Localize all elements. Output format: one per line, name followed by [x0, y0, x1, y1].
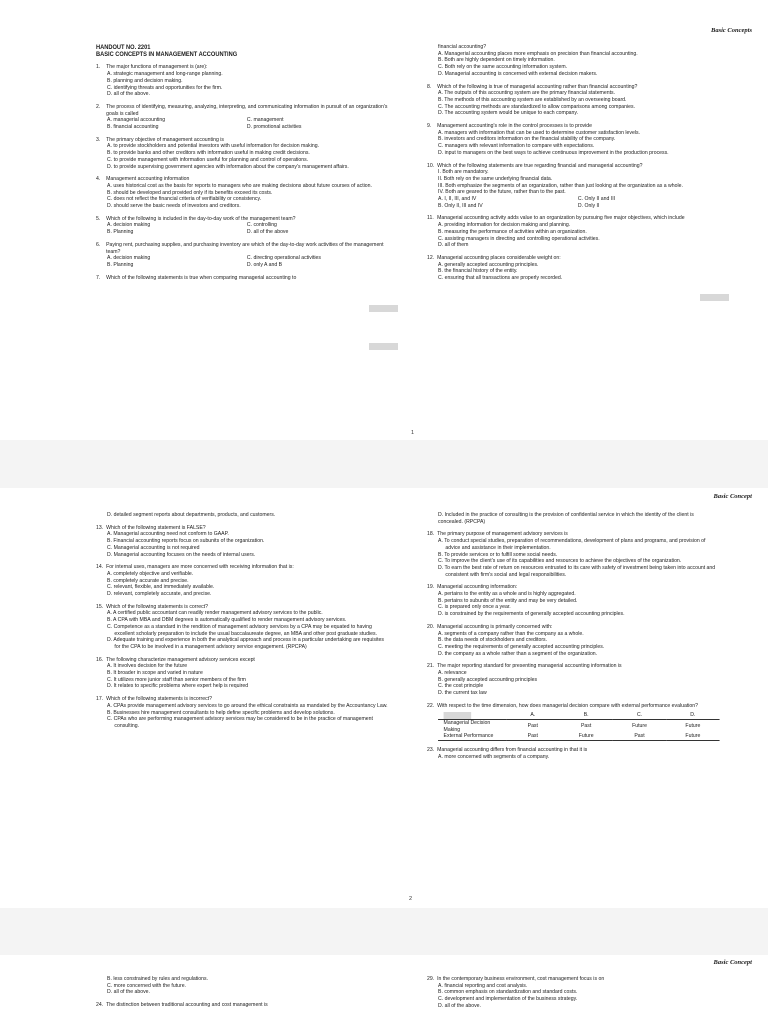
redaction-mark: [444, 712, 472, 719]
answer-option: A. relevance: [438, 670, 467, 677]
question-number: 16.: [96, 656, 104, 663]
question-number: 15.: [96, 603, 104, 610]
running-header: Basic Concept: [713, 493, 752, 500]
question-list: [427, 512, 720, 760]
answer-option-row: [96, 117, 389, 124]
question-list: [96, 64, 389, 281]
answer-option: B. to provide banks and other creditors with information useful in making credit decisions.: [107, 150, 310, 157]
answer-option: B. It broader in scope and varied in nature: [107, 670, 203, 677]
answer-option: A. I, II, III, and IV: [438, 196, 477, 203]
answer-option: D. all of the above: [246, 229, 289, 236]
answer-option: C. To improve the client's use of its capabilities and resources to achieve the objectives of the organization.: [438, 558, 682, 565]
question-stem: [96, 564, 389, 571]
question-item: [427, 976, 720, 1010]
answer-option: C. ensuring that all transactions are properly recorded.: [438, 275, 563, 282]
question-text: Which of the following statements is true when comparing managerial accounting to: [106, 274, 297, 281]
answer-option: B. less constrained by rules and regulations.: [107, 976, 209, 982]
answer-option: C. directing operational activities: [246, 255, 321, 262]
answer-option: C. controlling: [246, 222, 277, 229]
question-number: 22.: [427, 702, 435, 709]
answer-option: C. Both rely on the same accounting information system.: [438, 64, 568, 71]
question-text: Paying rent, purchasing supplies, and purchasing inventory are which of the day-to-day work activities of the management team?: [106, 241, 384, 255]
question-text: Managerial accounting places considerable weight on:: [437, 254, 561, 261]
question-stem: [96, 137, 389, 144]
question-text: The following characterize management advisory services except: [106, 656, 255, 663]
answer-option: B. planning and decision making.: [107, 77, 183, 84]
page-gap: [0, 440, 768, 488]
question-item: [427, 44, 720, 78]
answer-option: D. The accounting system would be unique to each company.: [438, 110, 579, 117]
question-item: [427, 624, 720, 658]
answer-option-row: [96, 255, 389, 262]
question-number: 23.: [427, 746, 435, 753]
question-item: [427, 703, 720, 741]
table-cell: Future: [559, 733, 612, 740]
table-cell: Future: [666, 733, 719, 740]
answer-option: C. management: [246, 117, 284, 124]
question-number: 20.: [427, 623, 435, 630]
question-item: [96, 104, 389, 131]
question-item: [427, 255, 720, 282]
question-item: [96, 564, 389, 598]
answer-option: C. more concerned with the future.: [107, 982, 187, 989]
question-number: 7.: [96, 274, 101, 281]
question-stem: [96, 104, 389, 117]
question-stem: [96, 176, 389, 183]
answer-option: B. common emphasis on standardization and standard costs.: [438, 989, 578, 996]
question-stem: [96, 1002, 389, 1009]
answer-option: D. Only II: [577, 202, 600, 209]
table-row: [438, 720, 720, 734]
answer-option: C. managers with relevant information to compare with expectations.: [438, 143, 595, 150]
question-text: In the contemporary business environment, cost management focus is on: [437, 976, 605, 982]
table-column-header: B.: [583, 712, 589, 719]
question-stem: [427, 215, 720, 222]
table-cell: Future: [613, 720, 666, 734]
answer-option: A. managerial accounting: [107, 117, 166, 124]
answer-option: B. completely accurate and precise.: [107, 577, 189, 584]
answer-option: D. To earn the best rate of return on resources entrusted to its care with safety of investment being taken into account and consistent with firm's social and legal responsibilities.: [438, 564, 716, 578]
answer-option: D. to provide supervising government agencies with information about the company's management affairs.: [107, 163, 349, 170]
question-stem: [427, 624, 720, 631]
answer-option: IV. Both are geared to the future, rather than to the past.: [438, 189, 566, 196]
answer-option: D. relevant, completely accurate, and precise.: [107, 591, 212, 598]
question-number: 4.: [96, 176, 101, 183]
question-text: Which of the following is included in the day-to-day work of the management team?: [106, 215, 296, 222]
table-column-header: D.: [690, 712, 696, 719]
question-number: 29.: [427, 976, 435, 982]
answer-option: C. meeting the requirements of generally accepted accounting principles.: [438, 643, 605, 650]
question-number: 21.: [427, 663, 435, 670]
question-item: [427, 163, 720, 210]
question-stem: [96, 64, 389, 71]
table-cell: Future: [666, 720, 719, 734]
question-item: [427, 512, 720, 525]
question-text: Managerial accounting activity adds value to an organization by pursuing five major objectives, which include: [437, 215, 685, 222]
left-column: [96, 512, 389, 730]
question-number: 11.: [427, 215, 434, 222]
answer-option-row: [96, 262, 389, 269]
question-stem: [427, 84, 720, 91]
answer-option: A. Managerial accounting places more emphasis on precision than financial accounting.: [438, 50, 638, 57]
question-stem: [96, 275, 389, 282]
question-text: The process of identifying, measuring, analyzing, interpreting, and communicating information in pursuit of an organization's goals is called: [106, 103, 388, 117]
question-stem: [96, 242, 389, 255]
answer-option: C. CPAs who are performing management advisory services may be considered to be in the practice of management consulting.: [107, 716, 373, 729]
question-stem: [427, 584, 720, 591]
question-number: 10.: [427, 162, 435, 169]
question-item: [96, 137, 389, 171]
running-header: Basic Concept: [713, 959, 752, 966]
table-row: [438, 733, 720, 740]
answer-option: D. all of the above.: [107, 989, 150, 996]
question-text: The major reporting standard for presenting managerial accounting information is: [437, 663, 622, 670]
answer-option: B. should be developed and provided only if its benefits exceed its costs.: [107, 189, 273, 196]
question-number: 1.: [96, 64, 101, 71]
answer-option: C. Competence as a standard in the rendition of management advisory services by a CPA may be equated to having excellent scholarly preparation to include the usual baccalaureate degree, an MBA and other post graduate studies.: [107, 623, 378, 637]
answer-option: C. does not reflect the financial criteria of verifiability or consistency.: [107, 196, 262, 203]
page-1: [0, 0, 768, 440]
answer-option: D. all of the above.: [107, 91, 150, 98]
answer-option: B. Planning: [107, 229, 134, 236]
answer-option: D. promotional activities: [246, 124, 302, 131]
answer-option: A. generally accepted accounting principles.: [438, 261, 539, 268]
question-number: 2.: [96, 103, 101, 110]
answer-option: I. Both are mandatory.: [438, 169, 489, 176]
answer-option: C. assisting managers in directing and controlling operational activities.: [438, 235, 600, 242]
question-stem: [427, 976, 720, 983]
question-item: [427, 747, 720, 760]
page-number: 1: [411, 430, 415, 436]
question-continuation: financial accounting?: [438, 44, 487, 50]
table-row-label: External Performance: [438, 733, 506, 740]
redaction-mark: [700, 294, 729, 301]
answer-option: B. To provide services or to fulfill some social needs.: [438, 551, 558, 558]
question-text: Which of the following statements is correct?: [106, 603, 208, 610]
answer-option: A. CPAs provide management advisory services to go around the ethical constraints as mandated by the Accountancy Law.: [107, 702, 388, 709]
answer-option: D. Managerial accounting is concerned with external decision makers.: [438, 70, 598, 77]
answer-option: II. Both rely on the same underlying financial data.: [438, 175, 553, 182]
answer-option: D. all of them: [438, 242, 469, 249]
page-number: 2: [409, 896, 413, 902]
question-stem: [427, 255, 720, 262]
question-number: 19.: [427, 584, 435, 591]
question-item: [96, 242, 389, 269]
answer-option: A. The outputs of this accounting system are the primary financial statements.: [438, 90, 616, 97]
answer-option: A. completely objective and verifiable.: [107, 570, 194, 577]
answer-option: D. It relates to specific problems where expert help is required: [107, 683, 249, 690]
answer-option: D. Managerial accounting focuses on the needs of internal users.: [107, 551, 256, 558]
handout-subtitle: BASIC CONCEPTS IN MANAGEMENT ACCOUNTING: [96, 51, 238, 59]
answer-option: B. Planning: [107, 261, 134, 268]
question-item: [96, 1002, 389, 1009]
question-number: 5.: [96, 215, 101, 222]
answer-option: D. should serve the basic needs of investors and creditors.: [107, 203, 241, 210]
question-number: 3.: [96, 136, 101, 143]
question-stem: [96, 696, 389, 703]
answer-option: B. Only II, III and IV: [438, 202, 483, 209]
answer-option: B. the financial history of the entity.: [438, 268, 518, 275]
question-item: [427, 84, 720, 118]
question-stem: [427, 663, 720, 670]
left-column: [96, 976, 389, 1009]
question-item: [96, 696, 389, 730]
question-number: 13.: [96, 524, 104, 531]
answer-option: A. managers with information that can be used to determine customer satisfaction levels.: [438, 129, 640, 136]
question-number: 24.: [96, 1002, 104, 1009]
question-item: [96, 976, 389, 996]
answer-option: B. Businesses hire management consultants to help define specific problems and develop solutions.: [107, 709, 335, 716]
answer-option: A. providing information for decision making and planning.: [438, 222, 571, 229]
answer-option: A. uses historical cost as the basis for reports to managers who are making decisions about future courses of action.: [107, 182, 372, 189]
question-text: The major functions of management is (are):: [106, 64, 208, 71]
answer-option: C. development and implementation of the business strategy.: [438, 996, 578, 1003]
answer-option: D. the company as a whole rather than a segment of the organization.: [438, 650, 598, 657]
question-stem: [96, 657, 389, 664]
question-item: [427, 663, 720, 697]
answer-option: C. is prepared only once a year.: [438, 604, 511, 611]
answer-option: C. relevant, flexible, and immediately available.: [107, 584, 215, 591]
answer-option: A. segments of a company rather than the company as a whole.: [438, 630, 584, 637]
question-stem: [427, 163, 720, 170]
answer-option: B. The methods of this accounting system are established by an overseeing board.: [438, 96, 627, 103]
handout-title: HANDOUT NO. 2201: [96, 44, 151, 51]
answer-option: A. A certified public accountant can readily render management advisory services to the public.: [107, 610, 323, 617]
answer-option-row: [427, 196, 720, 203]
page-3: [0, 955, 768, 1024]
question-stem: [96, 525, 389, 532]
redaction-mark: [369, 305, 398, 312]
right-column: [427, 512, 720, 760]
table-row-label: Managerial Decision Making: [438, 720, 506, 734]
answer-option: C. identifying threats and opportunities for the firm.: [107, 84, 223, 91]
question-item: [96, 512, 389, 519]
answer-option: A. financial reporting and cost analysis.: [438, 982, 528, 989]
question-text: Which of the following statements are true regarding financial and managerial accounting?: [437, 162, 643, 169]
question-item: [427, 215, 720, 249]
answer-option: C. to provide management with information useful for planning and control of operations.: [107, 156, 309, 163]
question-item: [96, 604, 389, 651]
page-2: [0, 488, 768, 908]
question-number: 18.: [427, 531, 435, 538]
answer-option: D. all of the above.: [438, 1002, 481, 1009]
table-cell: Past: [506, 720, 559, 734]
question-list: [96, 512, 389, 730]
question-text: Management accounting's role in the control processes is to provide: [437, 123, 593, 130]
answer-option-row: [96, 222, 389, 229]
question-item: [427, 123, 720, 157]
question-text: Which of the following statement is FALSE?: [106, 524, 206, 531]
question-text: Which of the following is true of managerial accounting rather than financial accounting?: [437, 83, 638, 90]
question-number: 12.: [427, 254, 435, 261]
question-number: 8.: [427, 83, 432, 90]
page-gap: [0, 908, 768, 955]
left-column: [96, 44, 389, 281]
right-column: [427, 976, 720, 1010]
answer-option: A. pertains to the entity as a whole and is highly aggregated.: [438, 591, 576, 598]
answer-option: B. generally accepted accounting principles: [438, 676, 538, 683]
question-continuation: D. Included in the practice of consulting is the provision of confidential service in which the identity of the client is concealed. (RPCPA): [438, 512, 694, 525]
answer-option: C. the cost principle: [438, 683, 484, 690]
answer-option: B. investors and creditors information on the financial stability of the company.: [438, 136, 616, 143]
answer-option: D. input to managers on the best ways to achieve continuous improvement in the production process.: [438, 149, 669, 156]
table-corner-cell: [438, 712, 506, 720]
question-stem: [427, 703, 720, 710]
table-header-row: [438, 712, 720, 720]
question-text: Managerial accounting information:: [437, 584, 518, 591]
answer-option: A. To conduct special studies, preparation of recommendations, development of plans and programs, and provision of advice and assistance in their implementation.: [438, 538, 706, 551]
question-number: 6.: [96, 241, 101, 248]
table-column-header: C.: [636, 712, 643, 719]
answer-option: C. Managerial accounting is not required: [107, 544, 200, 551]
answer-option: A. decision making: [107, 255, 151, 262]
question-number: 17.: [96, 696, 104, 703]
question-text: Managerial accounting differs from financial accounting in that it is: [437, 746, 588, 753]
answer-option-row: [96, 124, 389, 131]
answer-option: B. A CPA with MBA and DBM degrees is automatically qualified to render management advisory services.: [107, 617, 347, 624]
question-text: Management accounting information: [106, 176, 190, 183]
question-stem: [427, 123, 720, 130]
question-stem: [427, 747, 720, 754]
question-item: [96, 525, 389, 559]
question-text: Managerial accounting is primarily concerned with:: [437, 623, 553, 630]
answer-option: A. decision making: [107, 222, 151, 229]
table-cell: Past: [506, 733, 559, 740]
answer-option: D. only A and B: [246, 261, 283, 268]
question-text: The distinction between traditional accounting and cost management is: [106, 1002, 268, 1009]
comparison-table: [438, 712, 720, 741]
question-text: The primary purpose of management advisory services is: [437, 531, 568, 538]
question-text: The primary objective of management accounting is: [106, 136, 224, 143]
question-number: 9.: [427, 123, 432, 130]
answer-option-row: [96, 229, 389, 236]
running-header: Basic Concepts: [711, 27, 752, 34]
question-text: For internal uses, managers are more concerned with receiving information that is:: [106, 564, 294, 571]
answer-option: D. is constrained by the requirements of generally accepted accounting principles.: [438, 611, 625, 618]
answer-option-row: [427, 203, 720, 210]
question-stem: [96, 216, 389, 223]
question-item: [427, 531, 720, 578]
table-cell: Past: [613, 733, 666, 740]
question-item: [427, 584, 720, 618]
question-stem: [96, 604, 389, 611]
question-list: [96, 976, 389, 1009]
answer-option: A. Managerial accounting need not conform to GAAP.: [107, 531, 229, 538]
question-list: [427, 976, 720, 1010]
answer-option: D. Adequate training and experience in both the analytical approach and process in a particular undertaking are requisites for the CPA to be involved in a management advisory service engagement. (RPCPA): [107, 637, 384, 650]
redaction-mark: [369, 343, 398, 350]
answer-option: A. to provide stockholders and potential investors with useful information for decision making.: [107, 143, 320, 150]
answer-option: B. financial accounting: [107, 124, 159, 131]
answer-option: III. Both emphasize the segments of an organization, rather than just looking at the organization as a whole.: [438, 182, 683, 189]
question-item: [96, 657, 389, 691]
question-stem: [427, 531, 720, 538]
answer-option: B. the data needs of stockholders and creditors.: [438, 637, 548, 644]
answer-option: C. Only II and III: [577, 196, 616, 203]
right-column: [427, 44, 720, 282]
question-text: Which of the following statements is incorrect?: [106, 696, 212, 703]
question-item: [96, 275, 389, 282]
table-column-header: A.: [530, 712, 536, 719]
answer-option: C. The accounting methods are standardized to allow comparisons among companies.: [438, 103, 636, 110]
question-text: With respect to the time dimension, how does managerial decision compare with external performance evaluation?: [437, 702, 699, 709]
question-item: [96, 176, 389, 210]
question-item: [96, 216, 389, 236]
answer-option: B. Financial accounting reports focus on subunits of the organization.: [107, 538, 265, 545]
answer-option: A. strategic management and long-range planning.: [107, 71, 223, 78]
question-number: 14.: [96, 564, 104, 571]
answer-option: D. the current tax law: [438, 690, 487, 697]
question-continuation: D. detailed segment reports about departments, products, and customers.: [107, 512, 276, 518]
answer-option: B. measuring the performance of activities within an organization.: [438, 228, 587, 235]
answer-option: B. pertains to subunits of the entity and may be very detailed.: [438, 597, 578, 604]
answer-option: B. Both are highly dependent on timely information.: [438, 57, 555, 64]
answer-option: C. It utilizes more junior staff than senior members of the firm: [107, 676, 246, 683]
question-list: [427, 44, 720, 282]
answer-option: A. It involves decision for the future: [107, 663, 188, 670]
answer-option: A. more concerned with segments of a company.: [438, 753, 550, 760]
table-cell: Past: [559, 720, 612, 734]
question-item: [96, 64, 389, 98]
